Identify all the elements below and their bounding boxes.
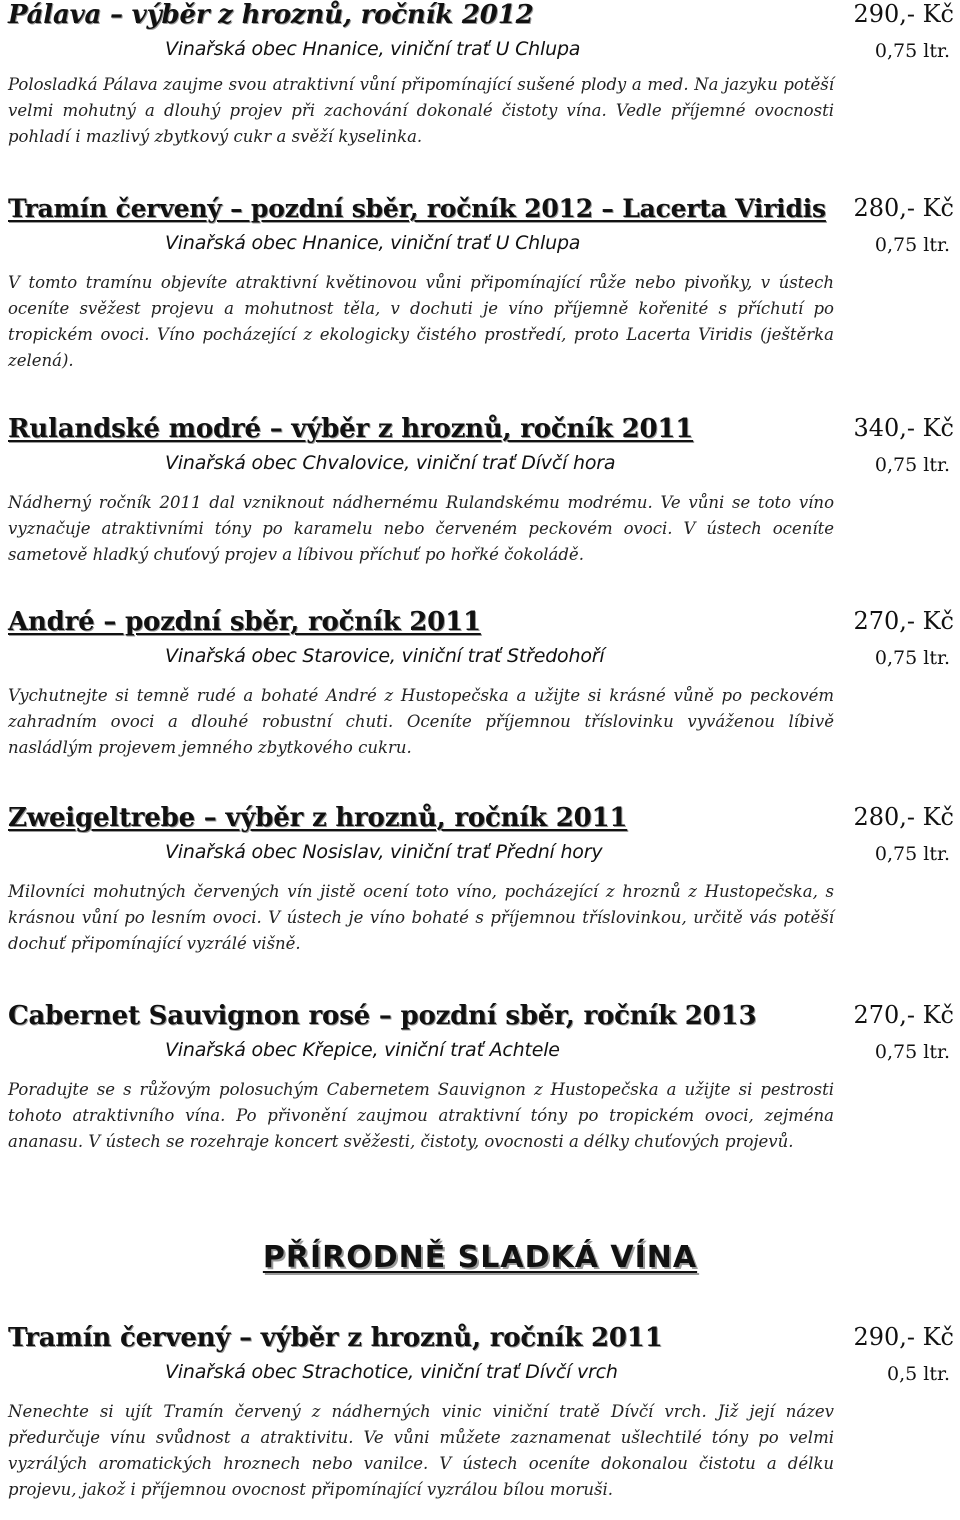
wine-title: Cabernet Sauvignon rosé – pozdní sběr, ročník 2013 [8, 1001, 757, 1031]
wine-price: 280,- Kč [853, 803, 954, 831]
wine-volume: 0,75 ltr. [874, 647, 950, 669]
wine-origin: Vinařská obec Hnanice, viniční trať U Chlupa [165, 38, 581, 60]
wine-title: Rulandské modré – výběr z hroznů, ročník 2011 [8, 414, 694, 444]
wine-description: Nádherný ročník 2011 dal vzniknout nádhernému Rulandskému modrému. Ve vůni se toto víno vyznačuje atraktivními tóny po karamelu nebo červeném peckovém ovoci. V ústech oceníte sametově hladký chuťový projev a líbivou příchuť po hořké čokoládě. [8, 493, 834, 564]
wine-price: 270,- Kč [853, 607, 954, 635]
wine-origin: Vinařská obec Nosislav, viniční trať Přední hory [165, 841, 603, 863]
section-heading: PŘÍRODNĚ SLADKÁ VÍNA [262, 1240, 698, 1275]
wine-title: Pálava – výběr z hroznů, ročník 2012 [8, 0, 534, 30]
wine-description: Vychutnejte si temně rudé a bohaté André z Hustopečska a užijte si krásné vůně po peckovém zahradním ovoci a dlouhé robustní chuti. Oceníte příjemnou tříslovinku vyváženou líbivě nasládlým projevem jemného zbytkového cukru. [8, 686, 834, 757]
wine-title: André – pozdní sběr, ročník 2011 [8, 607, 481, 637]
wine-origin: Vinařská obec Křepice, viniční trať Achtele [165, 1039, 560, 1061]
wine-description: V tomto tramínu objevíte atraktivní květinovou vůni připomínající růže nebo pivoňky, v ústech oceníte svěžest projevu a mohutnost těla, v dochuti je víno příjemně kořenité s příchutí po tropickém ovoci. Víno pocházející z ekologicky čistého prostředí, proto Lacerta Viridis (ještěrka zelená). [8, 273, 834, 370]
wine-title: Tramín červený – výběr z hroznů, ročník 2011 [8, 1323, 663, 1353]
wine-volume: 0,75 ltr. [874, 40, 950, 62]
wine-description: Polosladká Pálava zaujme svou atraktivní vůní připomínající sušené plody a med. Na jazyku potěší velmi mohutný a dlouhý projev při zachování dokonalé čistoty vína. Vedle příjemné ovocnosti pohladí i mazlivý zbytkový cukr a svěží kyselinka. [8, 75, 834, 146]
wine-title: Tramín červený – pozdní sběr, ročník 2012 – Lacerta Viridis [8, 194, 826, 223]
wine-title: Zweigeltrebe – výběr z hroznů, ročník 2011 [8, 803, 628, 833]
wine-volume: 0,75 ltr. [874, 234, 950, 256]
wine-origin: Vinařská obec Strachotice, viniční trať Dívčí vrch [165, 1361, 618, 1383]
wine-price: 280,- Kč [853, 194, 954, 222]
wine-price: 340,- Kč [853, 414, 954, 442]
wine-origin: Vinařská obec Hnanice, viniční trať U Chlupa [165, 232, 581, 254]
wine-description: Milovníci mohutných červených vín jistě ocení toto víno, pocházející z hroznů z Hustopečska, s krásnou vůní po lesním ovoci. V ústech je víno bohaté s příjemnou tříslovinkou, určitě vás potěší dochuť připomínající vyzrálé višně. [8, 882, 834, 953]
wine-origin: Vinařská obec Starovice, viniční trať Středohoří [165, 645, 605, 667]
wine-price: 270,- Kč [853, 1001, 954, 1029]
wine-description: Nenechte si ujít Tramín červený z nádherných vinic viniční tratě Dívčí vrch. Již její název předurčuje vínu svůdnost a atraktivitu. Ve vůni můžete zaznamenat ušlechtilé tóny po velmi vyzrálých aromatických hroznech nebo vanilce. V ústech oceníte dokonalou čistotu a délku projevu, jakož i příjemnou ovocnost připomínající vyzrálou bílou moruši. [8, 1402, 834, 1499]
wine-volume: 0,75 ltr. [874, 843, 950, 865]
wine-origin: Vinařská obec Chvalovice, viniční trať Dívčí hora [165, 452, 616, 474]
wine-volume: 0,75 ltr. [874, 454, 950, 476]
wine-price: 290,- Kč [853, 0, 954, 28]
wine-volume: 0,75 ltr. [874, 1041, 950, 1063]
wine-description: Poradujte se s růžovým polosuchým Cabernetem Sauvignon z Hustopečska a užijte si pestrosti tohoto atraktivního vína. Po přivonění zaujmou atraktivní tóny po tropickém ovoci, zejména ananasu. V ústech se rozehraje koncert svěžesti, čistoty, ovocnosti a délky chuťových projevů. [8, 1080, 834, 1151]
wine-volume: 0,5 ltr. [886, 1363, 950, 1385]
wine-price: 290,- Kč [853, 1323, 954, 1351]
